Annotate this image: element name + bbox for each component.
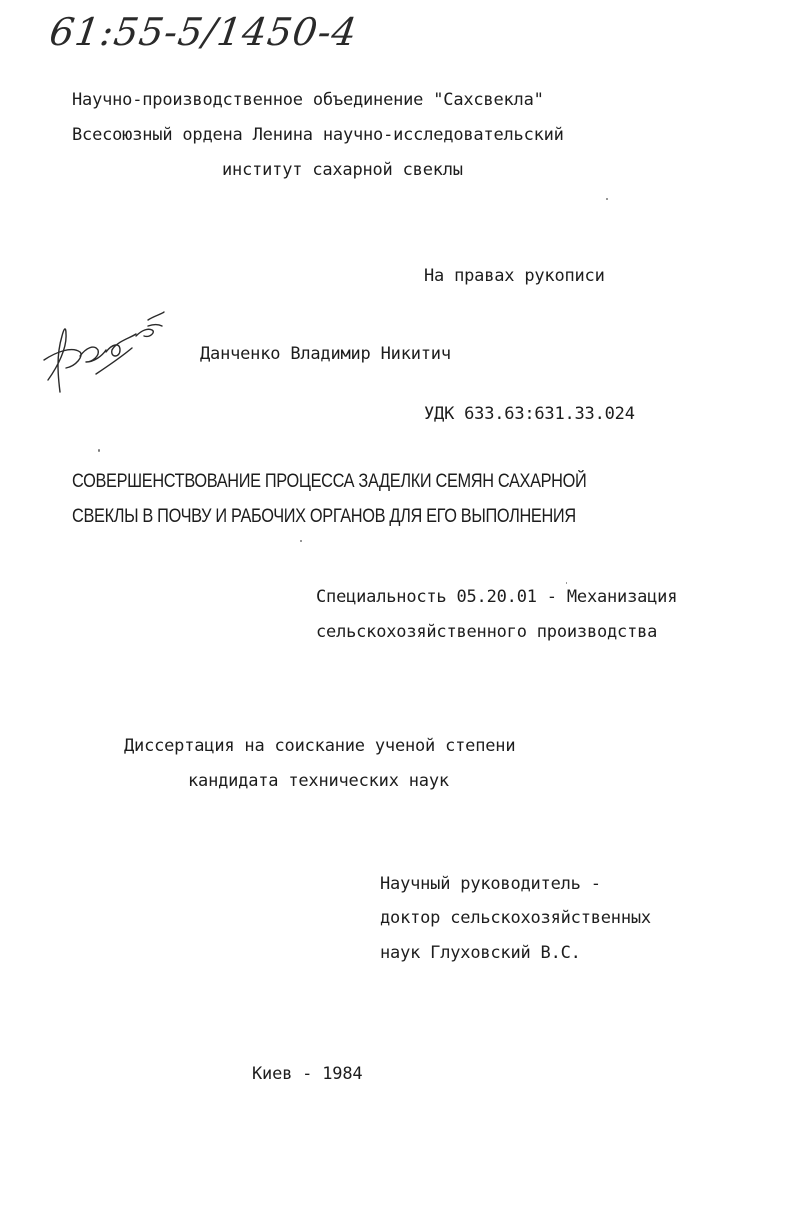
degree-line-2: кандидата технических наук	[188, 771, 449, 791]
author-signature	[36, 296, 176, 406]
supervisor-line-1: Научный руководитель -	[380, 874, 601, 894]
dissertation-title-line-1: СОВЕРШЕНСТВОВАНИЕ ПРОЦЕССА ЗАДЕЛКИ СЕМЯН САХАРНОЙ	[72, 471, 587, 492]
paper-speck	[606, 198, 608, 200]
supervisor-line-3: наук Глуховский В.С.	[380, 943, 581, 963]
degree-line-1: Диссертация на соискание ученой степени	[124, 736, 516, 756]
specialty-line-2: сельскохозяйственного производства	[316, 622, 658, 642]
dissertation-title-line-2: СВЕКЛЫ В ПОЧВУ И РАБОЧИХ ОРГАНОВ ДЛЯ ЕГО ВЫПОЛНЕНИЯ	[72, 506, 576, 527]
udc-code: УДК 633.63:631.33.024	[424, 404, 635, 424]
paper-speck	[566, 582, 567, 584]
paper-speck	[98, 449, 100, 452]
institution-line-1: Научно-производственное объединение "Сахсвекла"	[72, 90, 544, 110]
author-name: Данченко Владимир Никитич	[200, 344, 451, 364]
institution-line-2: Всесоюзный ордена Ленина научно-исследовательский	[72, 125, 564, 145]
paper-speck	[300, 540, 302, 542]
supervisor-line-2: доктор сельскохозяйственных	[380, 908, 651, 928]
manuscript-note: На правах рукописи	[424, 266, 605, 286]
institution-line-3: институт сахарной свеклы	[222, 160, 463, 180]
place-and-year: Киев - 1984	[252, 1064, 363, 1084]
handwritten-archive-code: 61:55-5/1450-4	[46, 10, 361, 54]
specialty-line-1: Специальность 05.20.01 - Механизация	[316, 587, 678, 607]
